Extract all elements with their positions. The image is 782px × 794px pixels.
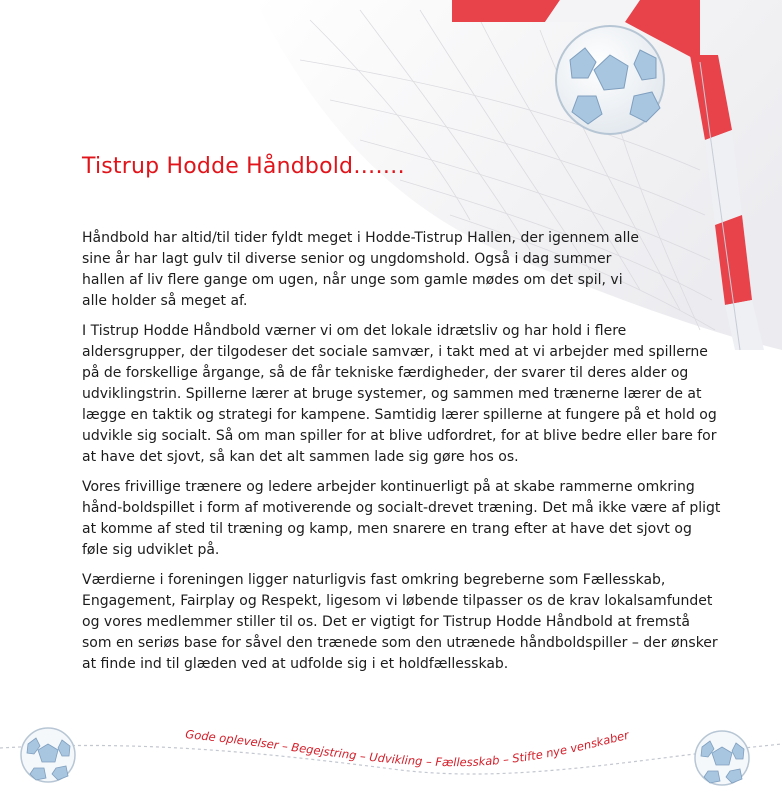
footer-slogan [185,727,632,769]
handball-icon [695,731,749,785]
paragraph: Værdierne i foreningen ligger naturligvis fast omkring begreberne som Fællesskab, Engagement, Fairplay og Respekt, ligesom vi løbende tilpasser os de krav lokalsamfundet og vores medlemmer stiller til os. Det er vigtigt for Tistrup Hodde Håndbold at fremstå som en seriøs base for såvel den trænede som den utrænede håndboldspiller – der ønsker at finde ind til glæden ved at udfolde sig i et holdfællesskab. [82,572,718,672]
paragraph: Vores frivillige trænere og ledere arbejder kontinuerligt på at skabe rammerne omkring hånd-boldspillet i form af motiverende og socialt-drevet træning. Det må ikke være af pligt at komme af sted til træning og kamp, men snarere en trang efter at have det sjovt og føle sig udviklet på. [82,479,721,558]
handball-icon [21,728,75,782]
handball-icon [556,26,664,134]
page-title: Tistrup Hodde Håndbold……. [82,154,405,179]
document-body [82,228,722,684]
footer-banner [0,700,782,794]
paragraph: I Tistrup Hodde Håndbold værner vi om det lokale idrætsliv og har hold i flere aldersgrupper, der tilgodeser det sociale samvær, i takt med at vi arbejder med spillerne på de forskellige årgange, så de får tekniske færdigheder, der svarer til deres alder og udviklingstrin. Spillerne lærer at bruge systemer, og sammen med trænerne lærer de at lægge en taktik og strategi for kampene. Samtidig lærer spillerne at fungere på et hold og udvikle sig socialt. Så om man spiller for at blive udfordret, for at blive bedre eller bare for at have det sjovt, så kan det alt sammen lade sig gøre hos os. [82,323,717,465]
paragraph: Håndbold har altid/til tider fyldt meget i Hodde-Tistrup Hallen, der igennem alle sine år har lagt gulv til diverse senior og ungdomshold. Også i dag summer hallen af liv flere gange om ugen, når unge som gamle mødes om det spil, vi alle holder så meget af. [82,230,639,309]
footer-slogan-text: Gode oplevelser – Begejstring – Udvikling – Fællesskab – Stifte nye venskaber [184,727,631,770]
